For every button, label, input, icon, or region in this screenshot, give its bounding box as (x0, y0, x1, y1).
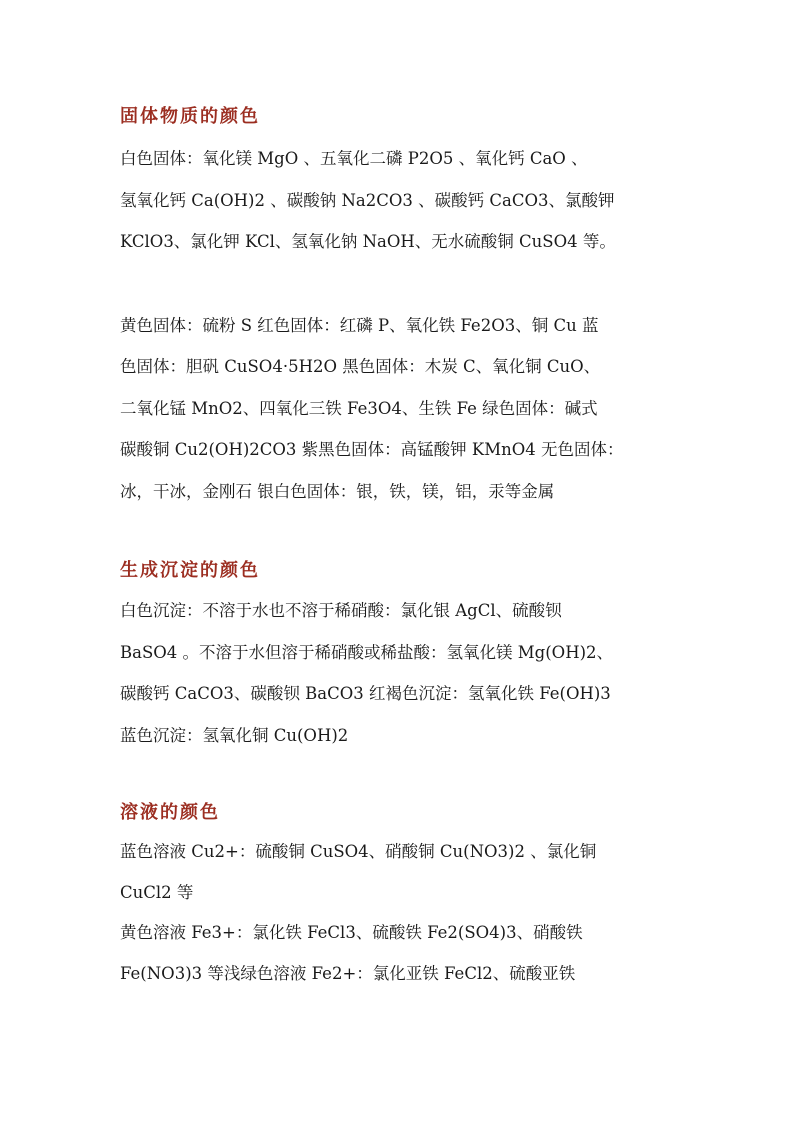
text-line: 黄色溶液 Fe3+：氯化铁 FeCl3、硫酸铁 Fe2(SO4)3、硝酸铁 (120, 923, 583, 942)
text-line: 冰，干冰，金刚石 银白色固体：银，铁，镁，铝，汞等金属 (120, 481, 555, 501)
section-precipitate-colors (120, 554, 694, 756)
paragraph (120, 138, 694, 263)
section-spacer (120, 512, 694, 554)
text-line: 二氧化锰 MnO2、四氧化三铁 Fe3O4、生铁 Fe 绿色固体：碱式 (120, 398, 598, 418)
text-line: 碳酸钙 CaCO3、碳酸钡 BaCO3 红褐色沉淀：氢氧化铁 Fe(OH)3 (120, 684, 611, 703)
text-line: 碳酸铜 Cu2(OH)2CO3 紫黑色固体：高锰酸钾 KMnO4 无色固体： (120, 440, 624, 459)
section-solution-colors (120, 796, 694, 994)
text-line: BaSO4 。不溶于水但溶于稀硝酸或稀盐酸：氢氧化镁 Mg(OH)2、 (120, 642, 614, 662)
text-line: 黄色固体：硫粉 S 红色固体：红磷 P、氧化铁 Fe2O3、铜 Cu 蓝 (120, 315, 599, 335)
text-line: 白色沉淀：不溶于水也不溶于稀硝酸：氯化银 AgCl、硫酸钡 (120, 601, 562, 620)
paragraph-spacer (120, 263, 694, 305)
section-solid-colors (120, 100, 694, 512)
section-heading: 固体物质的颜色 (120, 106, 260, 127)
text-line: KClO3、氯化钾 KCl、氢氧化钠 NaOH、无水硫酸铜 CuSO4 等。 (120, 232, 616, 251)
section-spacer (120, 756, 694, 796)
text-line: 蓝色溶液 Cu2+：硫酸铜 CuSO4、硝酸铜 Cu(NO3)2 、氯化铜 (120, 842, 597, 861)
text-line: 色固体：胆矾 CuSO4·5H2O 黑色固体：木炭 C、氧化铜 CuO、 (120, 357, 601, 376)
text-line: Fe(NO3)3 等浅绿色溶液 Fe2+：氯化亚铁 FeCl2、硫酸亚铁 (120, 963, 576, 983)
section-heading: 生成沉淀的颜色 (120, 560, 260, 581)
document-page (120, 100, 694, 994)
text-line: 氢氧化钙 Ca(OH)2 、碳酸钠 Na2CO3 、碳酸钙 CaCO3、氯酸钾 (120, 190, 615, 210)
paragraph (120, 305, 694, 513)
section-heading: 溶液的颜色 (120, 802, 220, 823)
text-line: 蓝色沉淀：氢氧化铜 Cu(OH)2 (120, 725, 349, 745)
text-line: 白色固体：氧化镁 MgO 、五氧化二磷 P2O5 、氧化钙 CaO 、 (120, 149, 588, 168)
text-line: CuCl2 等 (120, 882, 194, 902)
